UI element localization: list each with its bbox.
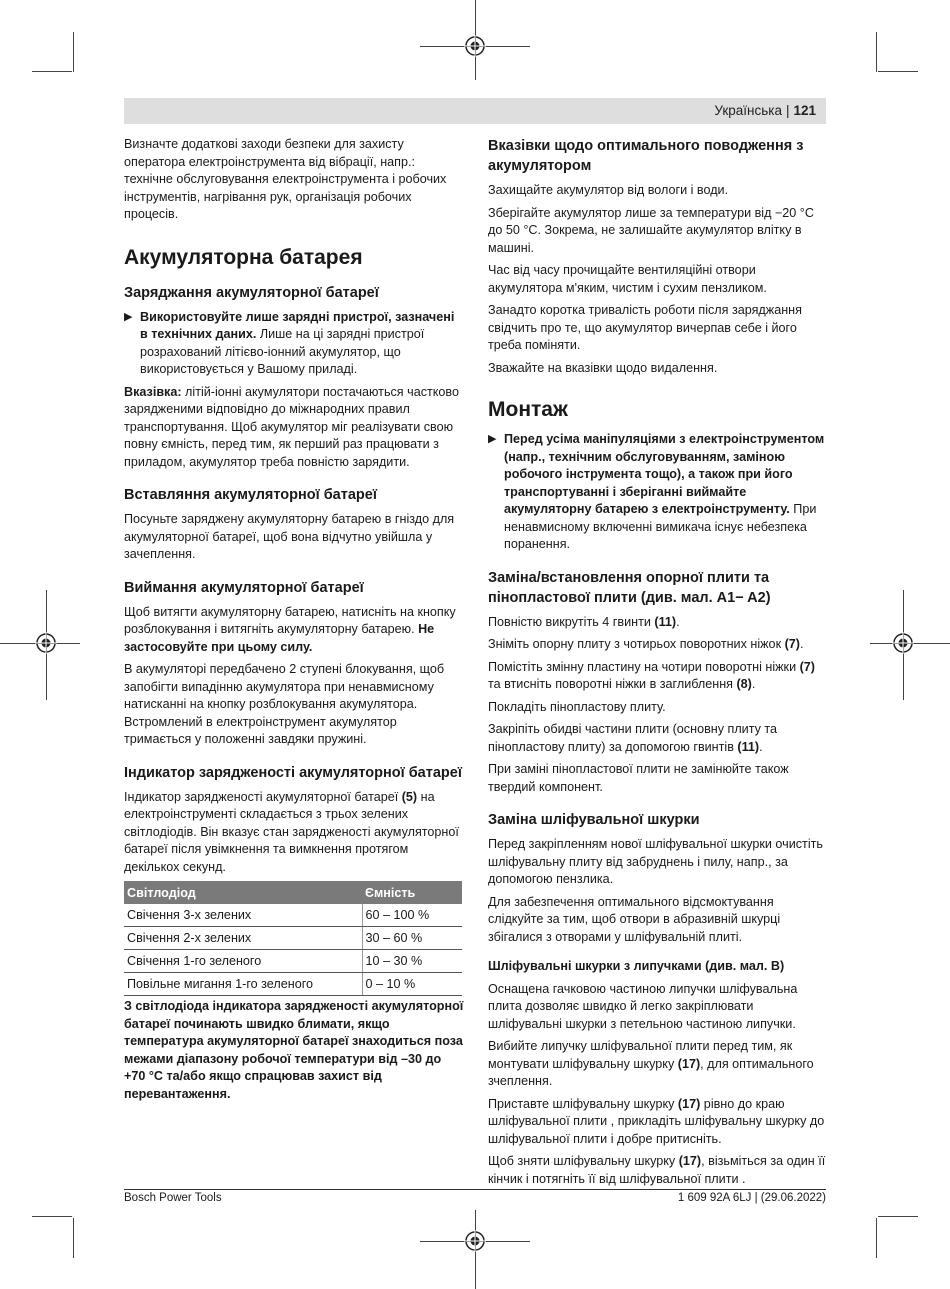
care-paragraph: Час від часу прочищайте вентиляційні отвори акумулятора м'яким, чистим і сухим пензликом. (488, 263, 767, 295)
care-paragraph: Захищайте акумулятор від вологи і води. (488, 183, 729, 197)
indicator-paragraph: Індикатор зарядженості акумуляторної батареї (5) на електроінструменті складається з трьох зелених світлодіодів. Він вказує стан зарядженості акумуляторної батареї після увімкнення та вимкнення протягом декількох секунд. (124, 789, 459, 874)
right-column (488, 136, 826, 1193)
note-paragraph: Вказівка: літій-іонні акумулятори постачаються частково зарядженими відповідно до міжнародних правил транспортування. Щоб акумулятор міг реалізувати свою повну ємність, перед тим, як перший раз працювати з приладом, акумулятор треба повністю зарядити. (124, 384, 459, 469)
heading-base-plate: Заміна/встановлення опорної плити та пінопластової плити (див. мал. A1− A2) (488, 569, 771, 606)
care-paragraph: Занадто коротка тривалість роботи після заряджання свідчить про те, що акумулятор вичерпав себе і його треба поміняти. (488, 303, 802, 352)
sanding-paragraph: Для забезпечення оптимального відсмоктування слідкуйте за тим, щоб отвори в абразивній шкурці збігалися з отворами у шліфувальній плиті. (488, 894, 781, 944)
table-row: Свічення 3-х зелених 60 – 100 % (124, 904, 462, 927)
registration-mark-icon (35, 632, 57, 654)
care-paragraph: Зберігайте акумулятор лише за температури від −20 °C до 50 °C. Зокрема, не залишайте акумулятор влітку в машині. (488, 205, 814, 255)
plate-step: Помістіть змінну пластину на чотири поворотні ніжки (7) та втисніть поворотні ніжки в заглиблення (8). (488, 659, 816, 691)
registration-mark-icon (464, 1230, 486, 1252)
header-text: Українська | 121 (714, 103, 816, 118)
crop-mark (876, 32, 877, 72)
velcro-paragraph: Приставте шліфувальну шкурку (17) рівно до краю шліфувальної плити , прикладіть шліфувальну шкурку до шліфувальної плити і добре притисніть. (488, 1096, 825, 1146)
heading-insert: Вставляння акумуляторної батареї (124, 487, 377, 503)
crop-mark (73, 1218, 74, 1258)
insert-paragraph: Посуньте заряджену акумуляторну батарею в гніздо для акумуляторної батареї, щоб вона відчутно увійшла у зачеплення. (124, 512, 455, 561)
velcro-paragraph: Оснащена гачковою частиною липучки шліфувальна плита дозволяє швидко й легко закріплювати шліфувальні шкурки з петельною частиною липучки. (488, 981, 798, 1031)
intro-paragraph: Визначте додаткові заходи безпеки для захисту оператора електроінструмента від вібрації, напр.: технічне обслуговування електроінструмента і робочих інструментів, нагрівання рук, організація робочих процесів. (124, 137, 447, 221)
plate-step: Повністю викрутіть 4 гвинти (11). (488, 614, 680, 629)
bullet-arrow-icon: ▶ (124, 310, 133, 323)
bullet-arrow-icon: ▶ (488, 433, 497, 445)
table-row: Свічення 1-го зеленого 10 – 30 % (124, 950, 462, 973)
heading-sanding-sheet: Заміна шліфувальної шкурки (488, 812, 700, 828)
table-row: Повільне мигання 1-го зеленого 0 – 10 % (124, 973, 462, 996)
charge-indicator-table (124, 881, 462, 996)
registration-mark-icon (464, 35, 486, 57)
left-column (124, 136, 464, 1108)
table-header-row (124, 881, 462, 904)
heading-battery-care: Вказівки щодо оптимального поводження з акумулятором (488, 138, 804, 174)
care-paragraph: Зважайте на вказівки щодо видалення. (488, 360, 718, 375)
plate-step: При заміні пінопластової плити не замінюйте також твердий компонент. (488, 762, 789, 794)
crop-mark (878, 71, 918, 72)
section-title-assembly: Монтаж (488, 398, 568, 421)
heading-remove: Виймання акумуляторної батареї (124, 579, 364, 596)
indicator-warning: З світлодіода індикатора зарядженості акумуляторної батареї починають швидко блимати, якщо температура акумуляторної батареї знаходиться поза межами діапазону робочої температури від –30 до +70 °C та/або якщо спрацював захист від перевантаження. (124, 999, 464, 1101)
plate-step: Покладіть пінопластову плиту. (488, 699, 666, 714)
charging-bullet: ▶ Використовуйте лише зарядні пристрої, зазначені в технічних даних. Лише на ці зарядні пристрої розрахований літієво-іонний акумулятор, що використовується у Вашому приладі. (124, 309, 455, 376)
header-language: Українська (714, 103, 782, 118)
crop-mark (73, 32, 74, 72)
crop-mark (876, 1218, 877, 1258)
footer-divider (124, 1189, 826, 1190)
column-header-led: Світлодіод (124, 881, 362, 904)
remove-paragraph: Щоб витягти акумуляторну батарею, натисніть на кнопку розблокування і витягніть акумуляторну батарею. Не застосовуйте при цьому силу. (124, 604, 456, 654)
footer-doc-number: 1 609 92A 6LJ | (29.06.2022) (677, 1192, 826, 1204)
crop-mark (32, 71, 72, 72)
plate-step: Закріпіть обидві частини плити (основну плиту та пінопластову плиту) за допомогою гвинтів (11). (488, 722, 778, 754)
sanding-paragraph: Перед закріпленням нової шліфувальної шкурки очистіть шліфувальну плиту від забруднень і пилу, напр., за допомогою пензлика. (488, 837, 823, 886)
column-header-capacity: Ємність (362, 881, 462, 904)
heading-indicator: Індикатор зарядженості акумуляторної батареї (124, 764, 462, 781)
heading-velcro-sheets: Шліфувальні шкурки з липучками (див. мал. B) (488, 959, 785, 973)
heading-charging: Заряджання акумуляторної батареї (124, 284, 379, 301)
assembly-bullet: ▶ Перед усіма маніпуляціями з електроінструментом (напр., технічним обслуговуванням, заміною робочого інструмента тощо), а також при його транспортуванні і зберіганні виймайте акумуляторну батарею з електроінструменту. При ненавмисному включенні вимикача існує небезпека поранення. (488, 432, 825, 551)
plate-step: Зніміть опорну плиту з чотирьох поворотних ніжок (7). (488, 637, 804, 651)
table-row: Свічення 2-х зелених 30 – 60 % (124, 927, 462, 950)
page-header (124, 98, 826, 124)
crop-mark (878, 1216, 918, 1217)
remove-paragraph-2: В акумуляторі передбачено 2 ступені блокування, щоб запобігти випадінню акумулятора при ненавмисному натисканні на кнопку розблокування акумулятора. Встромлений в електроінструмент акумулятор тримається у положенні завдяки пружині. (124, 662, 445, 746)
registration-mark-icon (892, 632, 914, 654)
page-number: 121 (793, 103, 816, 118)
section-title-battery: Акумуляторна батарея (124, 245, 363, 269)
crop-mark (32, 1216, 72, 1217)
velcro-paragraph: Щоб зняти шліфувальну шкурку (17), візьміться за один її кінчик і потягніть її від шліфувальної плити . (488, 1154, 826, 1186)
velcro-paragraph: Вибийте липучку шліфувальної плити перед тим, як монтувати шліфувальну шкурку (17), для оптимального зчеплення. (488, 1039, 814, 1088)
footer-brand: Bosch Power Tools (124, 1192, 222, 1204)
